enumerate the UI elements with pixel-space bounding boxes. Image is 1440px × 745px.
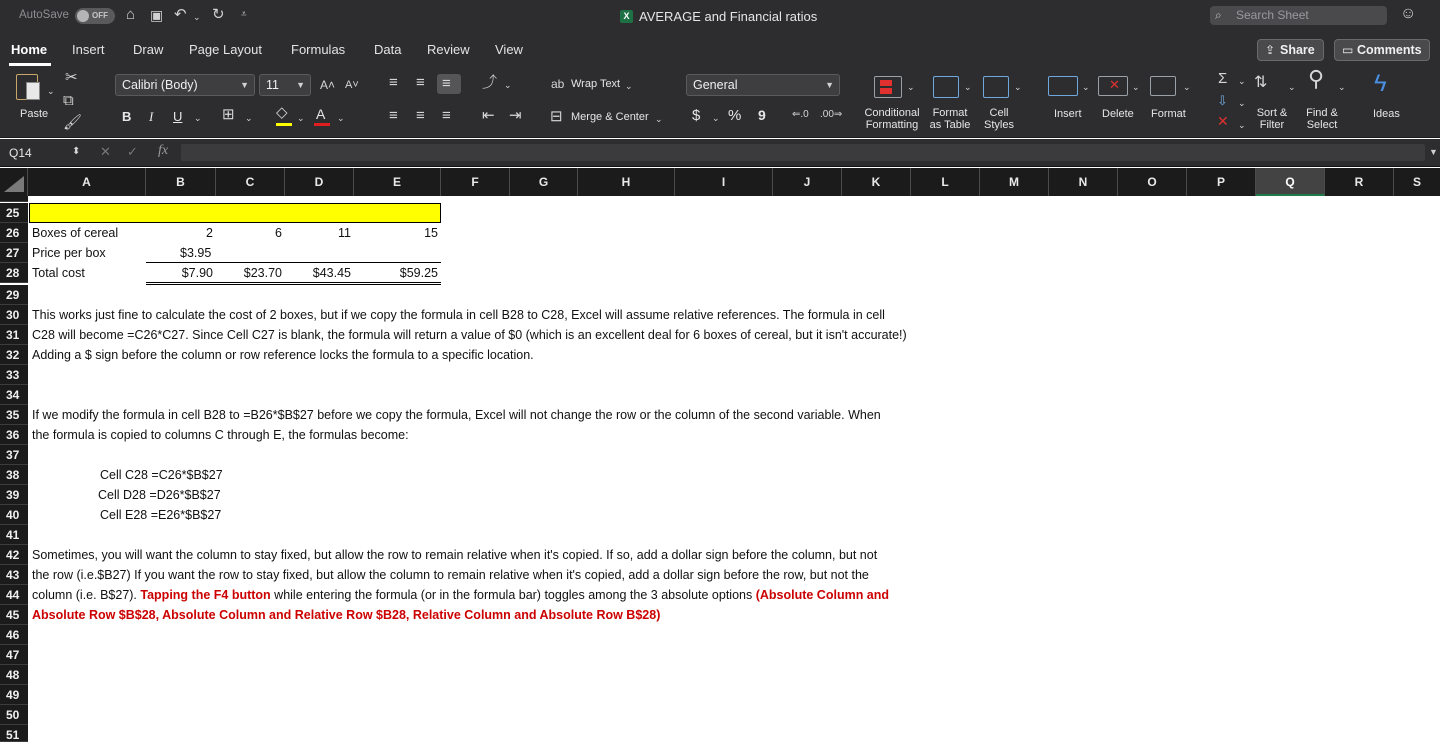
sort-filter-icon[interactable]: ⇅	[1254, 74, 1268, 91]
home-icon[interactable]: ⌂	[126, 6, 136, 23]
row-header-40[interactable]: 40	[0, 505, 28, 525]
font-size-dropdown[interactable]	[259, 74, 311, 96]
row-header-partial	[0, 196, 28, 202]
row-header-27[interactable]: 27	[0, 243, 28, 263]
column-header-d[interactable]: D	[285, 168, 354, 196]
sort-dropdown-icon[interactable]: ⌄	[1288, 82, 1296, 92]
format-as-table-icon[interactable]	[931, 74, 963, 102]
currency-dropdown-icon[interactable]: ⌄	[712, 113, 720, 123]
autosum-dropdown-icon[interactable]: ⌄	[1238, 76, 1246, 86]
row-header-46[interactable]: 46	[0, 625, 28, 645]
underline-dropdown-icon[interactable]: ⌄	[194, 113, 202, 123]
row-header-34[interactable]: 34	[0, 385, 28, 405]
comma-button[interactable]: 9	[758, 107, 766, 123]
wrap-text-button[interactable]: Wrap Text	[571, 78, 621, 90]
row-header-36[interactable]: 36	[0, 425, 28, 445]
sort-filter-label	[1250, 107, 1294, 131]
column-header-q[interactable]: Q	[1256, 168, 1325, 196]
cell-a32[interactable]: Adding a $ sign before the column or row reference locks the formula to a specific location.	[32, 348, 534, 362]
column-header-b[interactable]: B	[146, 168, 216, 196]
formula-bar	[0, 139, 1440, 167]
conditional-label-line2: Formatting	[865, 119, 919, 131]
decrease-font-icon[interactable]: A˅	[345, 79, 359, 91]
cell-a44[interactable]	[32, 585, 889, 605]
column-header-m[interactable]: M	[980, 168, 1049, 196]
currency-button[interactable]: $	[692, 107, 701, 124]
row-header-25[interactable]: 25	[0, 203, 28, 223]
cell-a39[interactable]: Cell D28 =D26*$B$27	[98, 488, 221, 502]
insert-dropdown-icon[interactable]: ⌄	[1082, 82, 1090, 92]
cell-a44-text-1: column (i.e. B$27).	[32, 588, 141, 602]
cell-a44-emphasis-2: (Absolute Column and	[755, 588, 890, 602]
font-name-dropdown[interactable]	[115, 74, 255, 96]
wrap-dropdown-icon[interactable]: ⌄	[625, 81, 633, 91]
insert-function-icon[interactable]: fx	[158, 143, 169, 158]
align-right-icon[interactable]: ≡	[442, 107, 451, 124]
highlighted-range-a25-e25[interactable]	[29, 203, 441, 223]
find-select-line2: Select	[1306, 119, 1338, 131]
find-select-label	[1300, 107, 1344, 131]
tab-home[interactable]: Home	[11, 42, 48, 57]
row-header-50[interactable]: 50	[0, 705, 28, 725]
cut-icon[interactable]: ✂	[65, 69, 78, 86]
document-title	[620, 7, 817, 25]
document-title-text: AVERAGE and Financial ratios	[639, 8, 818, 24]
cell-e26[interactable]: 15	[424, 226, 438, 240]
comments-label: Comments	[1357, 43, 1422, 57]
cell-a28[interactable]: Total cost	[32, 266, 85, 280]
tab-data[interactable]: Data	[374, 42, 402, 57]
autosave-state: OFF	[92, 11, 108, 20]
align-middle-icon[interactable]: ≡	[416, 74, 425, 91]
row-header-31[interactable]: 31	[0, 325, 28, 345]
cell-styles-icon[interactable]	[981, 74, 1013, 102]
paste-label: Paste	[20, 108, 49, 120]
row-header-38[interactable]: 38	[0, 465, 28, 485]
paste-button[interactable]	[14, 72, 44, 102]
search-sheet-input[interactable]	[1210, 6, 1387, 25]
delete-dropdown-icon[interactable]: ⌄	[1132, 82, 1140, 92]
column-header-g[interactable]: G	[510, 168, 578, 196]
number-format-dropdown[interactable]	[686, 74, 840, 96]
align-center-icon[interactable]: ≡	[416, 107, 425, 124]
bold-button[interactable]: B	[122, 109, 132, 124]
row-header-51[interactable]: 51	[0, 725, 28, 742]
merge-center-icon: ⊟	[550, 108, 563, 125]
format-table-line1: Format	[932, 107, 968, 119]
cell-a38[interactable]: Cell C28 =C26*$B$27	[100, 468, 223, 482]
select-all-corner[interactable]	[0, 168, 28, 196]
conditional-formatting-icon[interactable]	[872, 74, 904, 102]
merge-center-button[interactable]: Merge & Center	[571, 111, 649, 123]
row-header-33[interactable]: 33	[0, 365, 28, 385]
cell-a44-text-2: while entering the formula (or in the formula bar) toggles among the 3 absolute options	[270, 588, 756, 602]
autosave-toggle[interactable]	[75, 8, 115, 24]
cell-a26[interactable]: Boxes of cereal	[32, 226, 119, 240]
row-header-45[interactable]: 45	[0, 605, 28, 625]
fill-color-icon[interactable]: ◇	[276, 104, 288, 121]
expand-formula-icon[interactable]: ▼	[1429, 147, 1438, 157]
cell-b26[interactable]: 2	[206, 226, 213, 240]
row-header-42[interactable]: 42	[0, 545, 28, 565]
number-format-value: General	[693, 78, 738, 92]
total-bottom-border	[146, 282, 441, 283]
format-as-table-label	[925, 107, 975, 131]
orientation-icon[interactable]: ⤴	[482, 74, 498, 91]
format-dropdown-icon[interactable]: ⌄	[1183, 82, 1191, 92]
font-size-value: 11	[266, 78, 279, 92]
find-dropdown-icon[interactable]: ⌄	[1338, 82, 1346, 92]
cell-a40[interactable]: Cell E28 =E26*$B$27	[100, 508, 222, 522]
cancel-icon[interactable]: ✕	[100, 144, 111, 159]
ideas-icon[interactable]: ϟ	[1374, 70, 1387, 97]
column-header-s[interactable]: S	[1412, 175, 1421, 189]
chevron-down-icon: ▼	[825, 80, 834, 90]
title-bar	[0, 0, 1440, 32]
increase-decimal-icon[interactable]: ⇐.0	[792, 109, 809, 120]
conditional-label-line1: Conditional	[864, 107, 920, 119]
insert-cells-label: Insert	[1054, 108, 1082, 120]
row-header-30[interactable]: 30	[0, 305, 28, 325]
column-header-i[interactable]: I	[675, 168, 773, 196]
cell-a36[interactable]: the formula is copied to columns C through E, the formulas become:	[32, 428, 409, 442]
cell-a43[interactable]: the row (i.e.$B27) If you want the row to stay fixed, but allow the column to remain relative when it's copied, add a dollar sign before the row, but not the	[32, 568, 869, 582]
format-table-dropdown-icon[interactable]: ⌄	[964, 82, 972, 92]
cell-e28[interactable]: $59.25	[399, 266, 438, 280]
borders-icon[interactable]: ⊞	[222, 106, 235, 123]
conditional-formatting-label	[862, 107, 922, 131]
copy-icon[interactable]: ⧉	[63, 92, 74, 109]
ribbon-tabs	[0, 32, 1440, 66]
customize-toolbar-icon[interactable]: ⩡	[241, 9, 247, 20]
column-header-o[interactable]: O	[1118, 168, 1187, 196]
chevron-down-icon: ▼	[240, 80, 249, 90]
orientation-dropdown-icon[interactable]: ⌄	[504, 80, 512, 90]
cell-a30[interactable]: This works just fine to calculate the cost of 2 boxes, but if we copy the formula in cell B28 to C28, Excel will assume relative references. The formula in cell	[32, 308, 885, 322]
cell-b27[interactable]: $3.95	[180, 246, 212, 260]
find-select-icon[interactable]: ⚲	[1308, 66, 1325, 91]
column-header-a[interactable]: A	[28, 168, 146, 196]
tab-page-layout[interactable]: Page Layout	[189, 42, 263, 57]
column-headers	[0, 168, 1440, 196]
font-color-dropdown-icon[interactable]: ⌄	[337, 113, 345, 123]
format-table-line2: as Table	[929, 119, 971, 131]
paste-sheet-icon	[26, 82, 40, 100]
increase-font-icon[interactable]: A˄	[320, 78, 336, 92]
column-header-e[interactable]: E	[354, 168, 441, 196]
save-icon[interactable]: ▣	[150, 7, 164, 23]
format-cells-label: Format	[1151, 108, 1186, 120]
column-header-l[interactable]: L	[911, 168, 980, 196]
share-label: Share	[1280, 43, 1315, 57]
column-header-r[interactable]: R	[1325, 168, 1394, 196]
wrap-text-icon: ab	[551, 77, 565, 91]
borders-dropdown-icon[interactable]: ⌄	[245, 113, 253, 123]
cell-styles-dropdown-icon[interactable]: ⌄	[1014, 82, 1022, 92]
cell-a35[interactable]: If we modify the formula in cell B28 to =B26*$B$27 before we copy the formula, Excel will not change the row or the column of the second variable. When	[32, 408, 881, 422]
row-header-41[interactable]: 41	[0, 525, 28, 545]
cell-d26[interactable]: 11	[338, 226, 351, 240]
cell-c26[interactable]: 6	[275, 226, 282, 240]
align-bottom-button[interactable]	[437, 74, 461, 94]
row-header-35[interactable]: 35	[0, 405, 28, 425]
row-header-48[interactable]: 48	[0, 665, 28, 685]
ideas-label: Ideas	[1373, 108, 1400, 120]
fill-color-swatch	[276, 123, 292, 126]
tab-formulas[interactable]: Formulas	[291, 42, 346, 57]
decrease-indent-icon[interactable]: ⇤	[482, 107, 495, 124]
undo-dropdown-icon[interactable]: ⌄	[193, 12, 201, 22]
column-header-j[interactable]: J	[773, 168, 842, 196]
autosum-icon[interactable]: Σ	[1218, 70, 1228, 87]
fill-dropdown-icon[interactable]: ⌄	[297, 113, 305, 123]
chevron-down-icon: ▼	[296, 80, 305, 90]
tab-view[interactable]: View	[495, 42, 523, 57]
delete-cells-icon[interactable]: ✕	[1098, 76, 1128, 98]
cell-b28[interactable]: $7.90	[181, 266, 213, 280]
column-header-h[interactable]: H	[578, 168, 675, 196]
merge-dropdown-icon[interactable]: ⌄	[655, 114, 663, 124]
ribbon-home	[0, 66, 1440, 138]
underline-button[interactable]: U	[173, 109, 183, 124]
name-box-stepper-icon[interactable]: ⬍	[72, 146, 81, 157]
column-header-k[interactable]: K	[842, 168, 911, 196]
clear-dropdown-icon[interactable]: ⌄	[1238, 120, 1246, 130]
cell-a42[interactable]: Sometimes, you will want the column to stay fixed, but allow the row to remain relative when it's copied. If so, add a dollar sign before the column, but not	[32, 548, 878, 562]
row-header-47[interactable]: 47	[0, 645, 28, 665]
percent-button[interactable]: %	[728, 107, 742, 124]
total-double-border	[146, 284, 441, 285]
cell-styles-line1: Cell	[989, 107, 1009, 119]
cell-styles-label	[979, 107, 1019, 131]
row-header-43[interactable]: 43	[0, 565, 28, 585]
row-header-44[interactable]: 44	[0, 585, 28, 605]
paste-dropdown-icon[interactable]: ⌄	[47, 86, 55, 96]
row-header-49[interactable]: 49	[0, 685, 28, 705]
formula-input[interactable]	[181, 144, 1425, 161]
format-painter-icon[interactable]: 🖌	[63, 114, 83, 131]
cell-c28[interactable]: $23.70	[243, 266, 282, 280]
cell-a27[interactable]: Price per box	[32, 246, 106, 260]
column-header-c[interactable]: C	[216, 168, 285, 196]
align-bottom-icon: ≡	[442, 75, 451, 92]
tab-insert[interactable]: Insert	[72, 42, 105, 57]
sort-filter-line2: Filter	[1259, 119, 1285, 131]
cell-a44-emphasis-1: Tapping the F4 button	[140, 588, 271, 602]
cell-d28[interactable]: $43.45	[312, 266, 351, 280]
align-left-icon[interactable]: ≡	[389, 107, 398, 124]
row-header-26[interactable]: 26	[0, 223, 28, 243]
tab-review[interactable]: Review	[427, 42, 470, 57]
fill-dropdown-icon[interactable]: ⌄	[1238, 98, 1246, 108]
align-top-icon[interactable]: ≡	[389, 74, 398, 91]
delete-cells-label: Delete	[1102, 108, 1134, 120]
enter-icon[interactable]: ✓	[127, 144, 138, 159]
decrease-decimal-icon[interactable]: .00⇒	[820, 109, 843, 120]
cell-styles-line2: Styles	[984, 119, 1014, 131]
find-select-line1: Find &	[1306, 107, 1338, 119]
conditional-dropdown-icon[interactable]: ⌄	[907, 82, 915, 92]
clear-icon[interactable]: ✕	[1217, 113, 1229, 129]
font-color-swatch	[314, 123, 330, 126]
undo-icon[interactable]: ↶	[174, 6, 187, 23]
column-header-p[interactable]: P	[1187, 168, 1256, 196]
row-header-32[interactable]: 32	[0, 345, 28, 365]
row-header-29[interactable]: 29	[0, 285, 28, 305]
cell-a31[interactable]: C28 will become =C26*C27. Since Cell C27 is blank, the formula will return a value of $0 (which is an excellent deal for 6 boxes of cereal, but it isn't accurate!)	[32, 328, 907, 342]
format-cells-icon[interactable]	[1150, 74, 1178, 98]
tab-draw[interactable]: Draw	[133, 42, 164, 57]
comment-icon: ▭	[1342, 43, 1354, 57]
autosave-label: AutoSave	[19, 9, 69, 21]
comments-button[interactable]	[1334, 39, 1430, 61]
fill-icon[interactable]: ⇩	[1217, 93, 1228, 108]
cell-a45[interactable]: Absolute Row $B$28, Absolute Column and Relative Row $B28, Relative Column and Absolute Row B$28)	[32, 608, 661, 622]
feedback-smiley-icon[interactable]: ☺	[1400, 5, 1417, 22]
increase-indent-icon[interactable]: ⇥	[509, 107, 522, 124]
column-header-n[interactable]: N	[1049, 168, 1118, 196]
share-icon: ⇪	[1265, 43, 1276, 57]
search-placeholder: Search Sheet	[1236, 8, 1309, 22]
toggle-knob	[77, 10, 89, 22]
font-name-value: Calibri (Body)	[122, 78, 198, 92]
search-icon: ⌕	[1215, 8, 1222, 22]
sort-filter-line1: Sort &	[1256, 107, 1288, 119]
excel-doc-icon: X	[620, 10, 633, 23]
redo-icon[interactable]: ↻	[212, 6, 225, 23]
row-header-39[interactable]: 39	[0, 485, 28, 505]
share-button[interactable]	[1257, 39, 1324, 61]
italic-button[interactable]: I	[149, 109, 154, 124]
row-header-37[interactable]: 37	[0, 445, 28, 465]
row-header-28[interactable]: 28	[0, 263, 28, 283]
name-box[interactable]: Q14	[9, 146, 32, 160]
column-header-f[interactable]: F	[441, 168, 510, 196]
font-color-icon[interactable]: A	[316, 106, 326, 122]
insert-cells-icon[interactable]	[1048, 76, 1078, 98]
